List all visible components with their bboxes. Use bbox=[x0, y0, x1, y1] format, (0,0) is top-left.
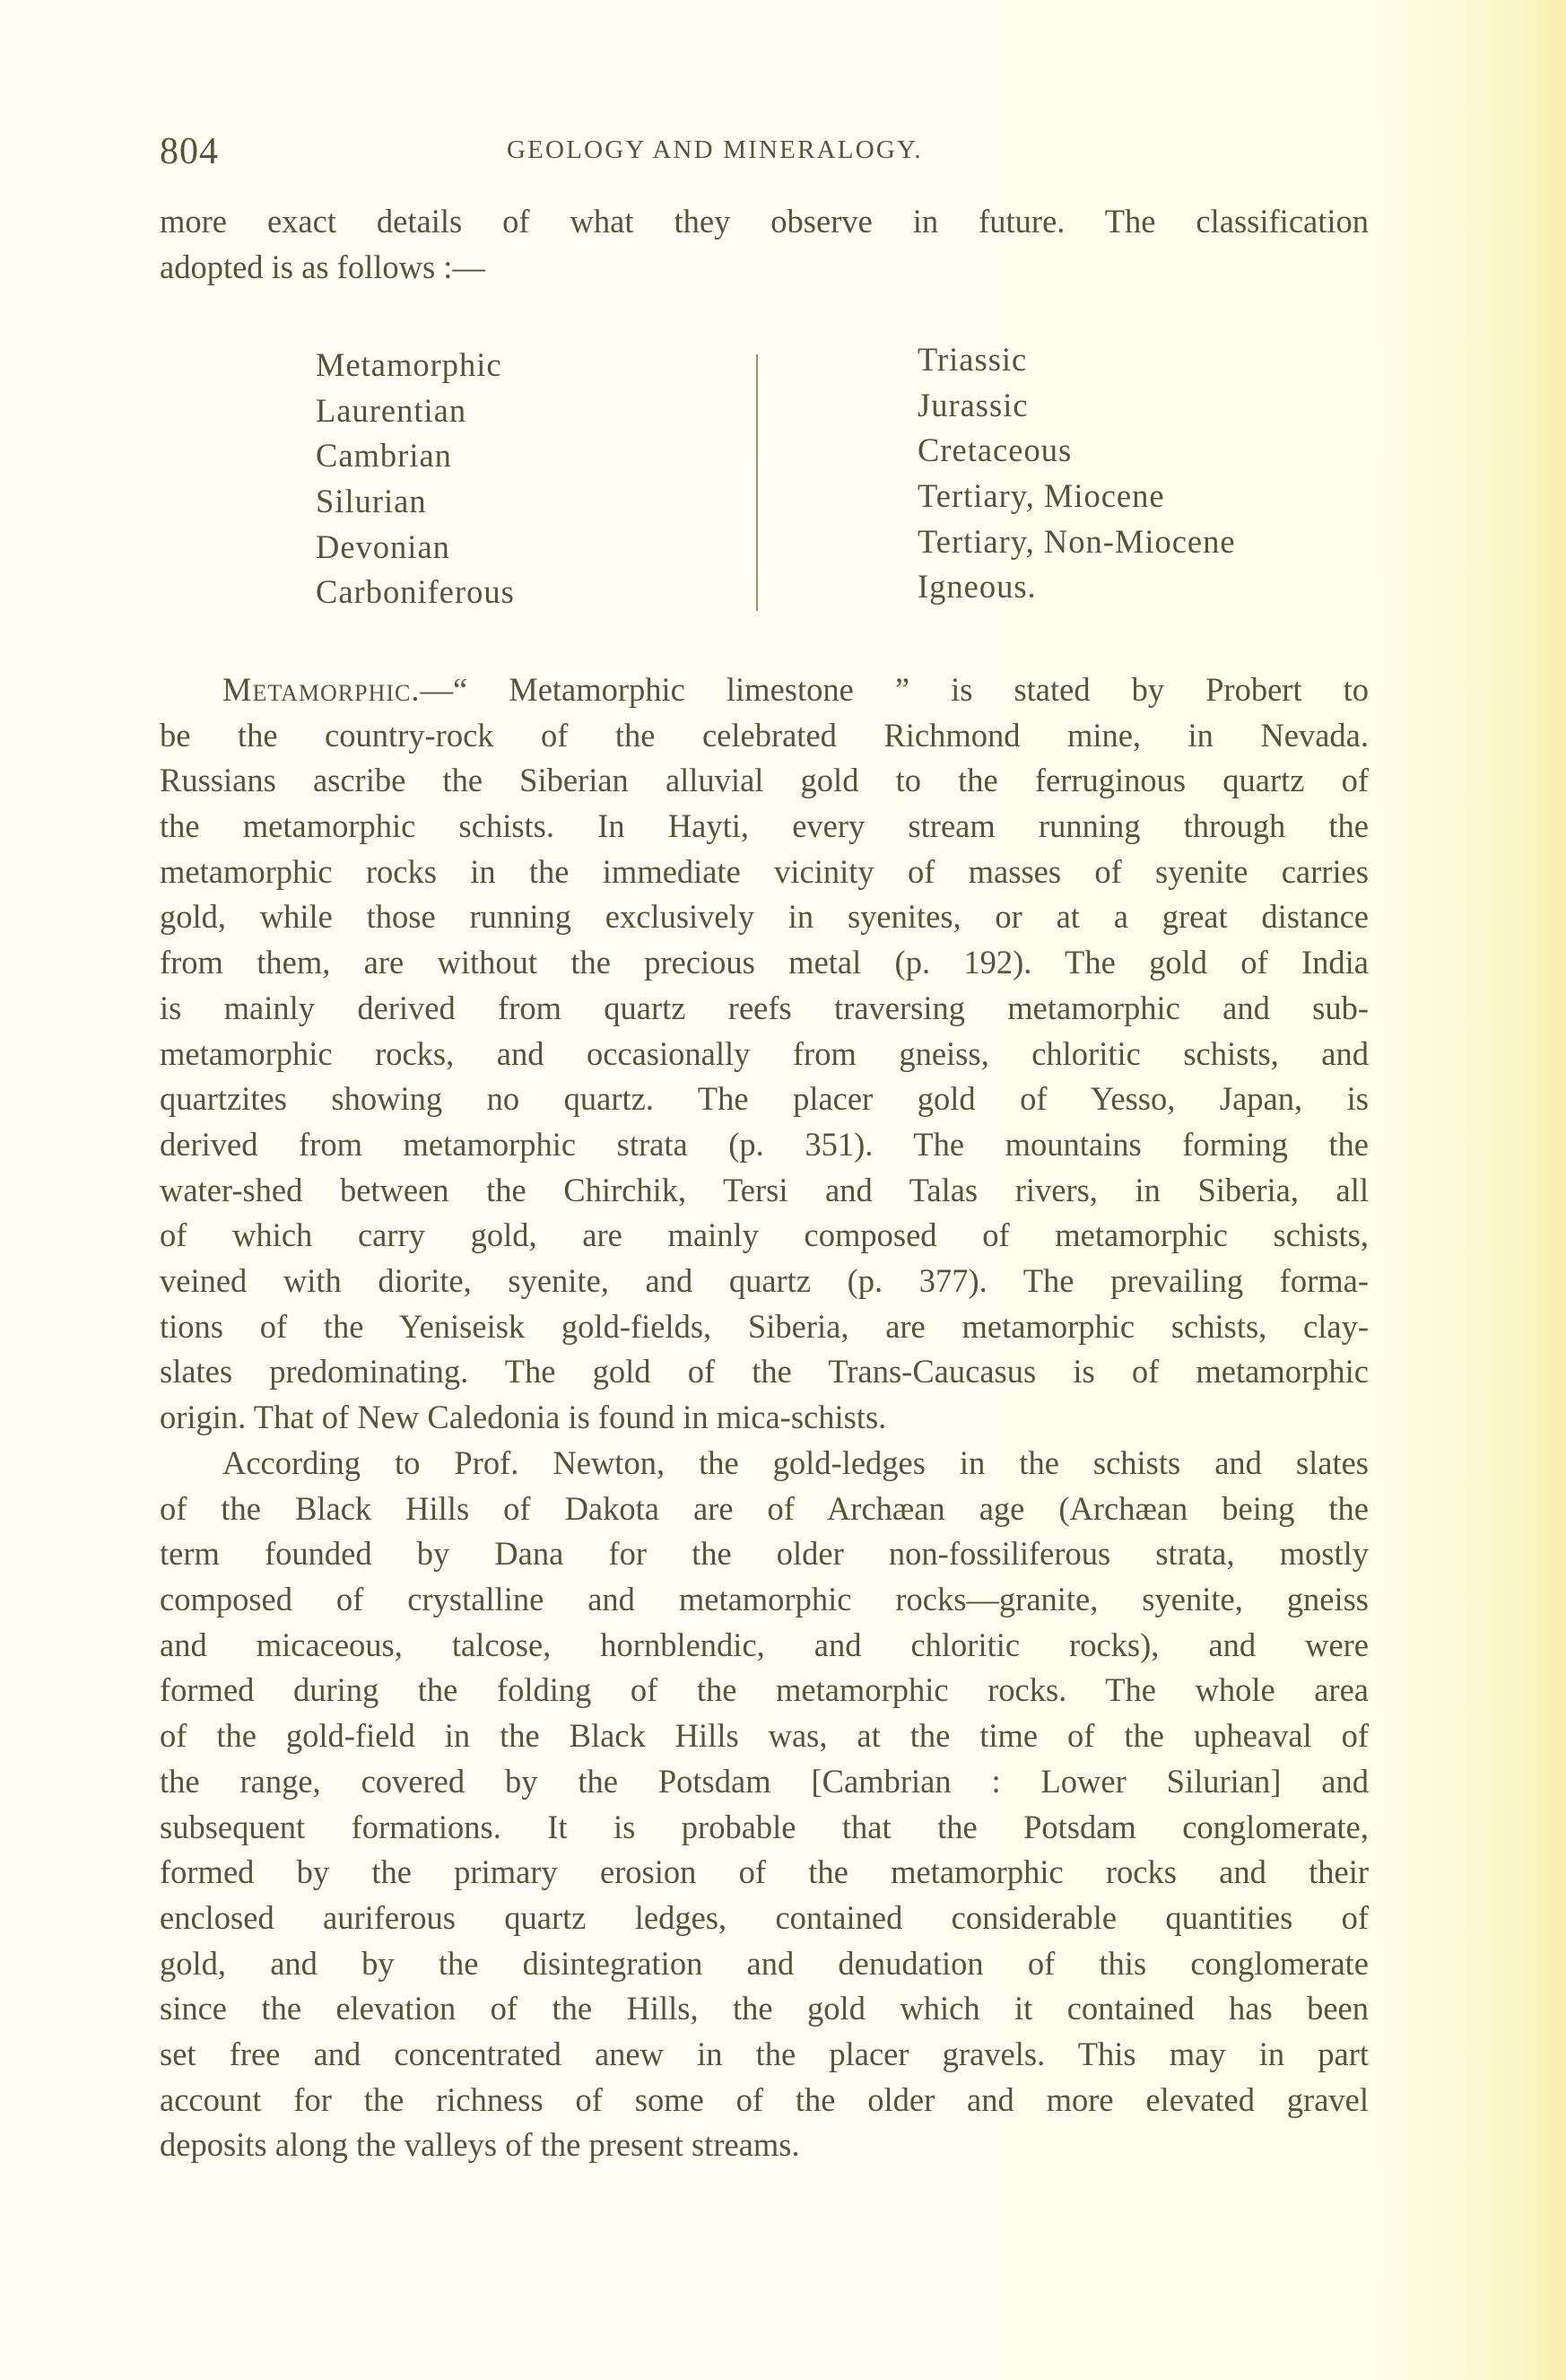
classification-item: Tertiary, Non-Miocene bbox=[918, 522, 1236, 560]
text-line: metamorphic rocks in the immediate vicinity of masses of syenite carries bbox=[160, 852, 1369, 890]
text-line: deposits along the valleys of the present streams. bbox=[160, 2126, 800, 2164]
text-line: since the elevation of the Hills, the gold which it contained has been bbox=[160, 1990, 1369, 2027]
text-line: more exact details of what they observe in future. The classification bbox=[160, 203, 1369, 240]
section-heading: Metamorphic. bbox=[222, 671, 421, 708]
classification-column-right bbox=[918, 337, 1236, 610]
text-line: of the gold-field in the Black Hills was, at the time of the upheaval of bbox=[160, 1717, 1369, 1755]
text-line: enclosed auriferous quartz ledges, contained considerable quantities of bbox=[160, 1898, 1369, 1936]
text-line: composed of crystalline and metamorphic rocks—granite, syenite, gneiss bbox=[160, 1581, 1369, 1618]
classification-item: Laurentian bbox=[316, 391, 467, 429]
classification-item: Metamorphic bbox=[316, 346, 502, 383]
classification-item: Devonian bbox=[316, 527, 450, 565]
text-line: formed by the primary erosion of the metamorphic rocks and their bbox=[160, 1853, 1369, 1891]
classification-item: Jurassic bbox=[918, 386, 1029, 423]
text-line: be the country-rock of the celebrated Richmond mine, in Nevada. bbox=[160, 716, 1369, 754]
classification-item: Igneous. bbox=[918, 568, 1037, 606]
page-number: 804 bbox=[160, 131, 219, 172]
text-line: and micaceous, talcose, hornblendic, and chloritic rocks), and were bbox=[160, 1626, 1369, 1663]
classification-table bbox=[316, 339, 1392, 617]
classification-item: Cambrian bbox=[316, 437, 452, 475]
text-line: slates predominating. The gold of the Trans-Caucasus is of metamorphic bbox=[160, 1353, 1369, 1391]
metamorphic-paragraph bbox=[160, 667, 1369, 1441]
text-line: from them, are without the precious metal (p. 192). The gold of India bbox=[160, 944, 1369, 981]
text-line: the metamorphic schists. In Hayti, every stream running through the bbox=[160, 807, 1369, 845]
classification-item: Silurian bbox=[316, 483, 427, 520]
text-line: origin. That of New Caledonia is found in mica-schists. bbox=[160, 1399, 887, 1435]
classification-item: Tertiary, Miocene bbox=[918, 477, 1165, 515]
text-line: of the Black Hills of Dakota are of Archæan age (Archæan being the bbox=[160, 1489, 1369, 1527]
classification-item: Triassic bbox=[918, 341, 1028, 378]
text-line: adopted is as follows :— bbox=[160, 248, 485, 285]
classification-item: Carboniferous bbox=[316, 573, 515, 611]
black-hills-paragraph bbox=[160, 1441, 1369, 2168]
column-divider bbox=[756, 354, 758, 611]
text-line: tions of the Yeniseisk gold-fields, Siberia, are metamorphic schists, clay- bbox=[160, 1307, 1369, 1345]
text-line: set free and concentrated anew in the placer gravels. This may in part bbox=[160, 2035, 1369, 2072]
text-line: Russians ascribe the Siberian alluvial gold to the ferruginous quartz of bbox=[160, 762, 1369, 799]
text-line: the range, covered by the Potsdam [Cambrian : Lower Silurian] and bbox=[160, 1762, 1369, 1800]
text-line: formed during the folding of the metamorphic rocks. The whole area bbox=[160, 1671, 1369, 1709]
text-line: Metamorphic.—“ Metamorphic limestone ” is stated by Probert to bbox=[222, 671, 1369, 708]
classification-item: Cretaceous bbox=[918, 432, 1073, 469]
text-line: According to Prof. Newton, the gold-ledges in the schists and slates bbox=[222, 1444, 1369, 1481]
text-line: water-shed between the Chirchik, Tersi and Talas rivers, in Siberia, all bbox=[160, 1171, 1369, 1208]
text-line: metamorphic rocks, and occasionally from gneiss, chloritic schists, and bbox=[160, 1034, 1369, 1072]
text-line: veined with diorite, syenite, and quartz (p. 377). The prevailing forma- bbox=[160, 1261, 1369, 1299]
text-line: account for the richness of some of the older and more elevated gravel bbox=[160, 2080, 1369, 2118]
running-head: GEOLOGY AND MINERALOGY. bbox=[507, 135, 923, 164]
text-line: derived from metamorphic strata (p. 351). The mountains forming the bbox=[160, 1125, 1369, 1163]
classification-column-left bbox=[316, 343, 515, 615]
text-line: of which carry gold, are mainly composed of metamorphic schists, bbox=[160, 1216, 1369, 1254]
text-line: is mainly derived from quartz reefs traversing metamorphic and sub- bbox=[160, 989, 1369, 1026]
text-line: gold, and by the disintegration and denudation of this conglomerate bbox=[160, 1944, 1369, 1982]
intro-paragraph bbox=[160, 199, 1369, 290]
text-line: subsequent formations. It is probable that the Potsdam conglomerate, bbox=[160, 1808, 1369, 1845]
text-line: term founded by Dana for the older non-fossiliferous strata, mostly bbox=[160, 1535, 1369, 1573]
text-line: quartzites showing no quartz. The placer gold of Yesso, Japan, is bbox=[160, 1080, 1369, 1118]
text-line: gold, while those running exclusively in syenites, or at a great distance bbox=[160, 898, 1369, 936]
